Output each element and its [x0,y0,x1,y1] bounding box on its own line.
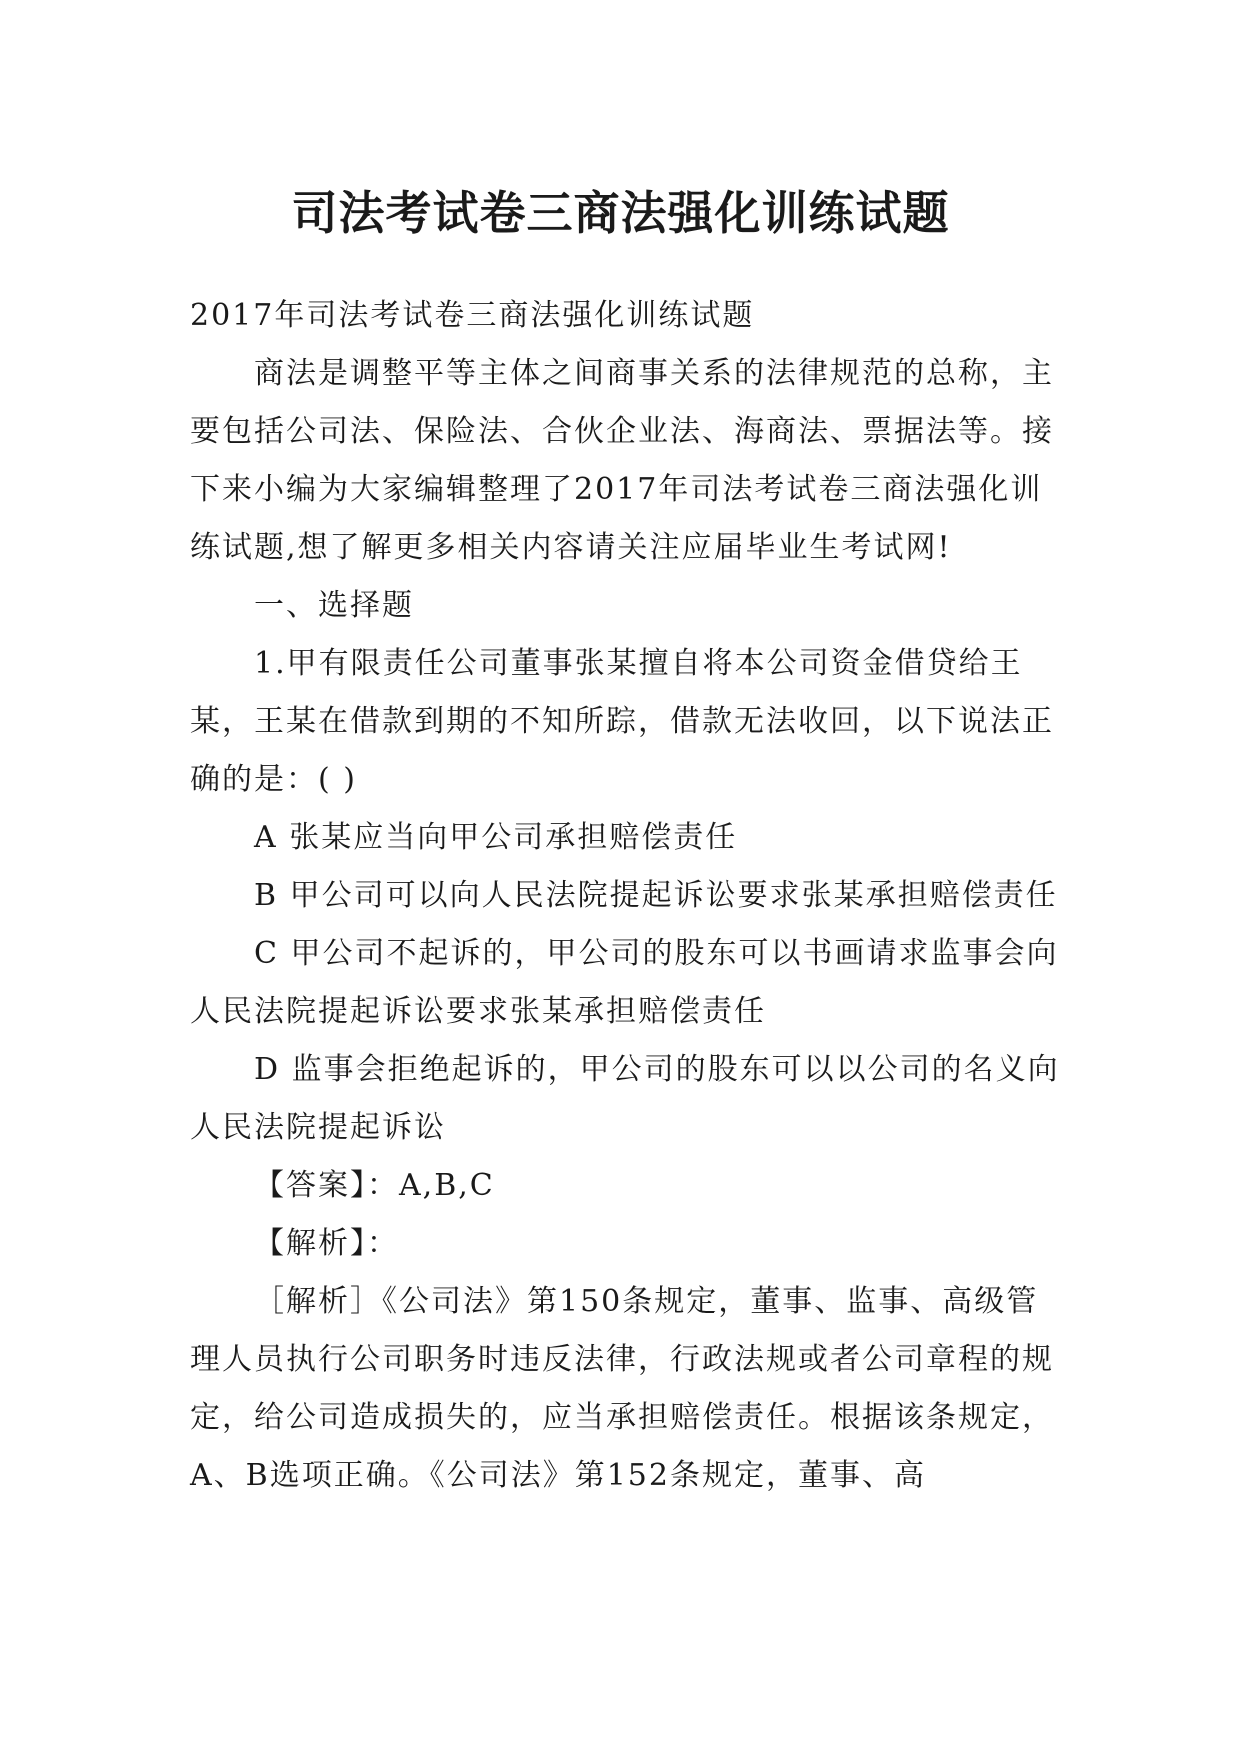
option-b: B 甲公司可以向人民法院提起诉讼要求张某承担赔偿责任 [254,878,1058,913]
question-text: 1.甲有限责任公司董事张某擅自将本公司资金借贷给王某，王某在借款到期的不知所踪，借款无法收回，以下说法正确的是：( ) [190,646,1054,797]
document-title: 司法考试卷三商法强化训练试题 [291,185,950,240]
analysis-heading: 【解析】： [254,1226,399,1261]
option-d: D 监事会拒绝起诉的，甲公司的股东可以以公司的名义向人民法院提起诉讼 [190,1052,1060,1145]
option-c: C 甲公司不起诉的，甲公司的股东可以书画请求监事会向人民法院提起诉讼要求张某承担赔偿责任 [190,936,1059,1029]
intro-paragraph: 商法是调整平等主体之间商事关系的法律规范的总称，主要包括公司法、保险法、合伙企业法、海商法、票据法等。接下来小编为大家编辑整理了2017年司法考试卷三商法强化训练试题,想了解更多相关内容请关注应届毕业生考试网! [190,356,1054,565]
document-body [190,287,1060,1505]
answer-line: 【答案】：A,B,C [254,1168,495,1203]
analysis-paragraph: ［解析］《公司法》第150条规定，董事、监事、高级管理人员执行公司职务时违反法律，行政法规或者公司章程的规定，给公司造成损失的，应当承担赔偿责任。根据该条规定，A、B选项正确。《公司法》第152条规定，董事、高 [190,1284,1054,1493]
option-a: A 张某应当向甲公司承担赔偿责任 [254,820,738,855]
section-heading: 一、选择题 [254,588,414,623]
subtitle-paragraph: 2017年司法考试卷三商法强化训练试题 [190,298,755,333]
